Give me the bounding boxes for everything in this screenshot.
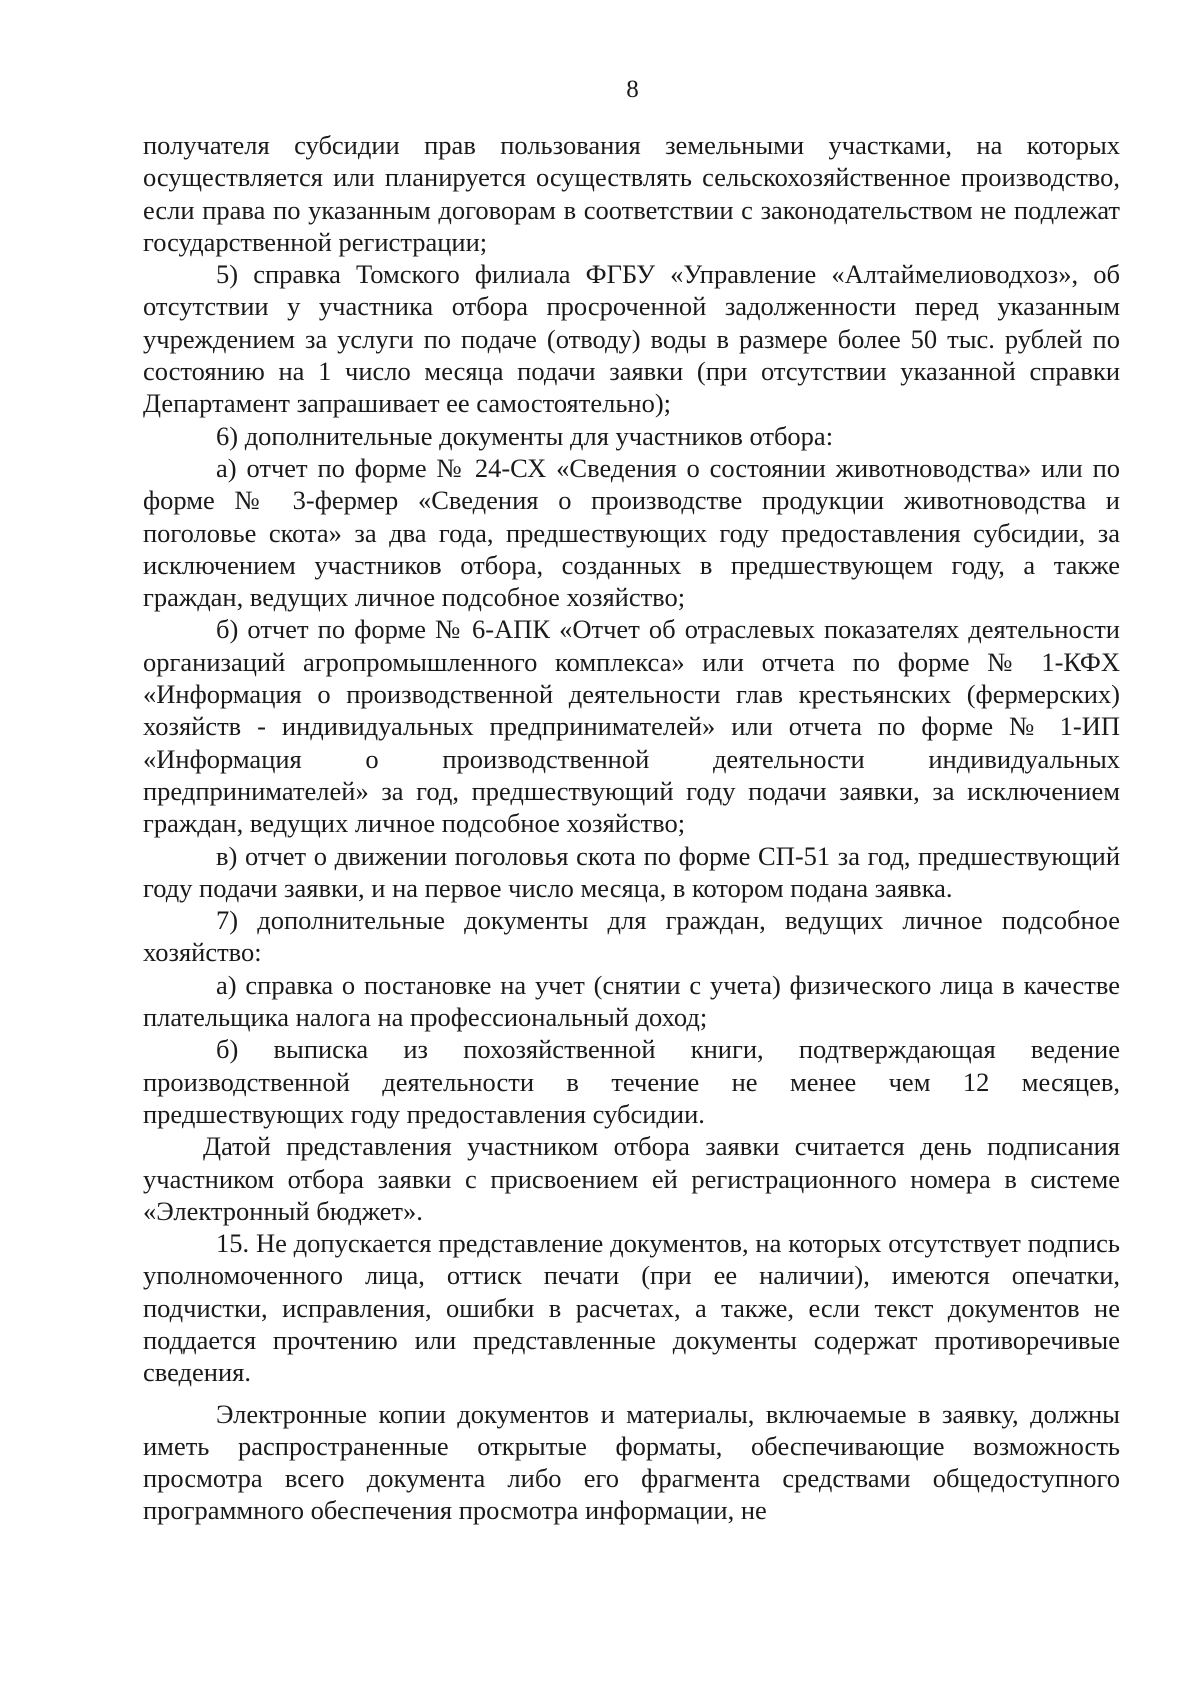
paragraph-item-5: 5) справка Томского филиала ФГБУ «Управление «Алтаймелиоводхоз», об отсутствии у участника отбора просроченной задолженности перед указанным учреждением за услуги по подаче (отводу) воды в размере более 50 тыс. рублей по состоянию на 1 число месяца подачи заявки (при отсутствии указанной справки Департамент запрашивает ее самостоятельно); [143,259,1120,419]
paragraph-item-6c: в) отчет о движении поголовья скота по форме СП-51 за год, предшествующий году подачи заявки, и на первое число месяца, в котором подана заявка. [143,840,1120,903]
paragraph-item-7a: а) справка о постановке на учет (снятии с учета) физического лица в качестве плательщика налога на профессиональный доход; [143,969,1120,1033]
paragraph-item-7b: б) выписка из похозяйственной книги, подтверждающая ведение производственной деятельности в течение не менее чем 12 месяцев, предшествующих году предоставления субсидии. [143,1034,1120,1129]
paragraph-electronic-copies: Электронные копии документов и материалы, включаемые в заявку, должны иметь распространенные открытые форматы, обеспечивающие возможность просмотра всего документа либо его фрагмента средствами общедоступного программного обеспечения просмотра информации, не [143,1398,1120,1526]
paragraph-submission-date: Датой представления участником отбора заявки считается день подписания участником отбора заявки с присвоением ей регистрационного номера в системе «Электронный бюджет». [143,1131,1120,1226]
paragraph-item-6: 6) дополнительные документы для участников отбора: [216,420,834,451]
paragraph-continuation: получателя субсидии прав пользования земельными участками, на которых осуществляется или планируется осуществлять сельскохозяйственное производство, если права по указанным договорам в соответствии с законодательством не подлежат государственной регистрации; [143,130,1120,257]
paragraph-item-6a: а) отчет по форме № 24-СХ «Сведения о состоянии животноводства» или по форме № 3-фермер «Сведения о производстве продукции животноводства и поголовье скота» за два года, предшествующих году предоставления субсидии, за исключением участников отбора, созданных в предшествующем году, а также граждан, ведущих личное подсобное хозяйство; [143,452,1120,613]
paragraph-section-15: 15. Не допускается представление документов, на которых отсутствует подпись уполномоченного лица, оттиск печати (при ее наличии), имеются опечатки, подчистки, исправления, ошибки в расчетах, а также, если текст документов не поддается прочтению или представленные документы содержат противоречивые сведения. [143,1228,1120,1388]
paragraph-item-6b: б) отчет по форме № 6-АПК «Отчет об отраслевых показателях деятельности организаций агропромышленного комплекса» или отчета по форме № 1-КФХ «Информация о производственной деятельности глав крестьянских (фермерских) хозяйств - индивидуальных предпринимателей» или отчета по форме № 1-ИП «Информация о производственной деятельности индивидуальных предпринимателей» за год, предшествующий году подачи заявки, за исключением граждан, ведущих личное подсобное хозяйство; [143,614,1120,839]
paragraph-item-7: 7) дополнительные документы для граждан, ведущих личное подсобное хозяйство: [143,905,1120,968]
page-number: 8 [626,76,639,103]
document-body [143,129,1120,1527]
